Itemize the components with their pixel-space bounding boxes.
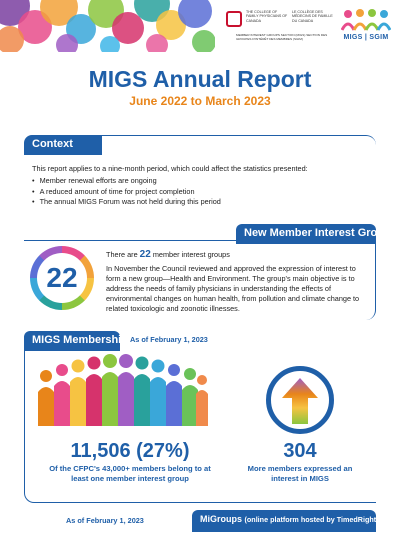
migs-logo — [337, 8, 395, 44]
membership-as-of-date: As of February 1, 2023 — [130, 335, 208, 344]
migs-people-icon — [341, 8, 391, 32]
group-count-value: 22 — [37, 253, 87, 303]
group-count-sentence: There are 22 member interest groups — [106, 249, 230, 260]
people-crowd-icon — [36, 354, 208, 426]
group-count-badge — [30, 246, 94, 310]
context-intro: This report applies to a nine-month period, which could affect the statistics presented: — [32, 164, 308, 173]
context-bullet-list — [32, 176, 372, 208]
cfpc-name-fr: LE COLLÈGE DES MÉDECINS DE FAMILLE DU CANADA — [292, 10, 333, 23]
cfpc-name-en: THE COLLEGE OF FAMILY PHYSICIANS OF CANADA — [246, 10, 288, 23]
maple-leaf-icon — [226, 11, 242, 27]
list-item: • Member renewal efforts are ongoing — [32, 176, 372, 187]
membership-heading: MIGS Membership — [24, 331, 120, 351]
context-heading: Context — [24, 135, 376, 155]
list-item: • A reduced amount of time for project completion — [32, 187, 372, 198]
migroups-as-of-date: As of February 1, 2023 — [66, 516, 144, 525]
members-interested-stat: 304 — [283, 440, 317, 462]
group-count-inline: 22 — [139, 249, 151, 260]
cfpc-logo — [226, 8, 334, 44]
page-title: MIGS Annual Report — [88, 66, 312, 92]
list-item: • The annual MIGS Forum was not held during this period — [32, 197, 372, 208]
decorative-circle-banner — [0, 0, 215, 52]
page-subtitle: June 2022 to March 2023 — [129, 94, 271, 108]
growth-arrow-badge — [266, 366, 334, 434]
new-group-description: In November the Council reviewed and approved the expression of interest to form a new group—Health and Environment. The group's main objective is to address the needs of family physicians in understanding the effects of environmental changes on human health, from pollution and climate change to related toxicologic and zoonotic illnesses. — [106, 264, 360, 313]
migroups-platform-note: (online platform hosted by TimedRight) — [244, 515, 379, 524]
new-group-heading: New Member Interest Group — [236, 224, 376, 244]
cfpc-section-name: MEMBER INTEREST GROUPS SECTION (MIGS) SECTION DES GROUPES D'INTÉRÊT DES MEMBRES (SGIM) — [236, 33, 328, 41]
page-header — [0, 0, 400, 52]
members-in-groups-description: Of the CFPC's 43,000+ members belong to at least one member interest group — [49, 464, 211, 483]
members-in-groups-stat: 11,506 (27%) — [70, 440, 190, 462]
migroups-heading: MiGroups (online platform hosted by TimedRight) — [192, 510, 376, 532]
members-interested-description: More members expressed an interest in MIGS — [247, 464, 353, 483]
up-arrow-icon — [282, 378, 318, 424]
migs-logo-label: MIGS | SGIM — [343, 34, 389, 41]
